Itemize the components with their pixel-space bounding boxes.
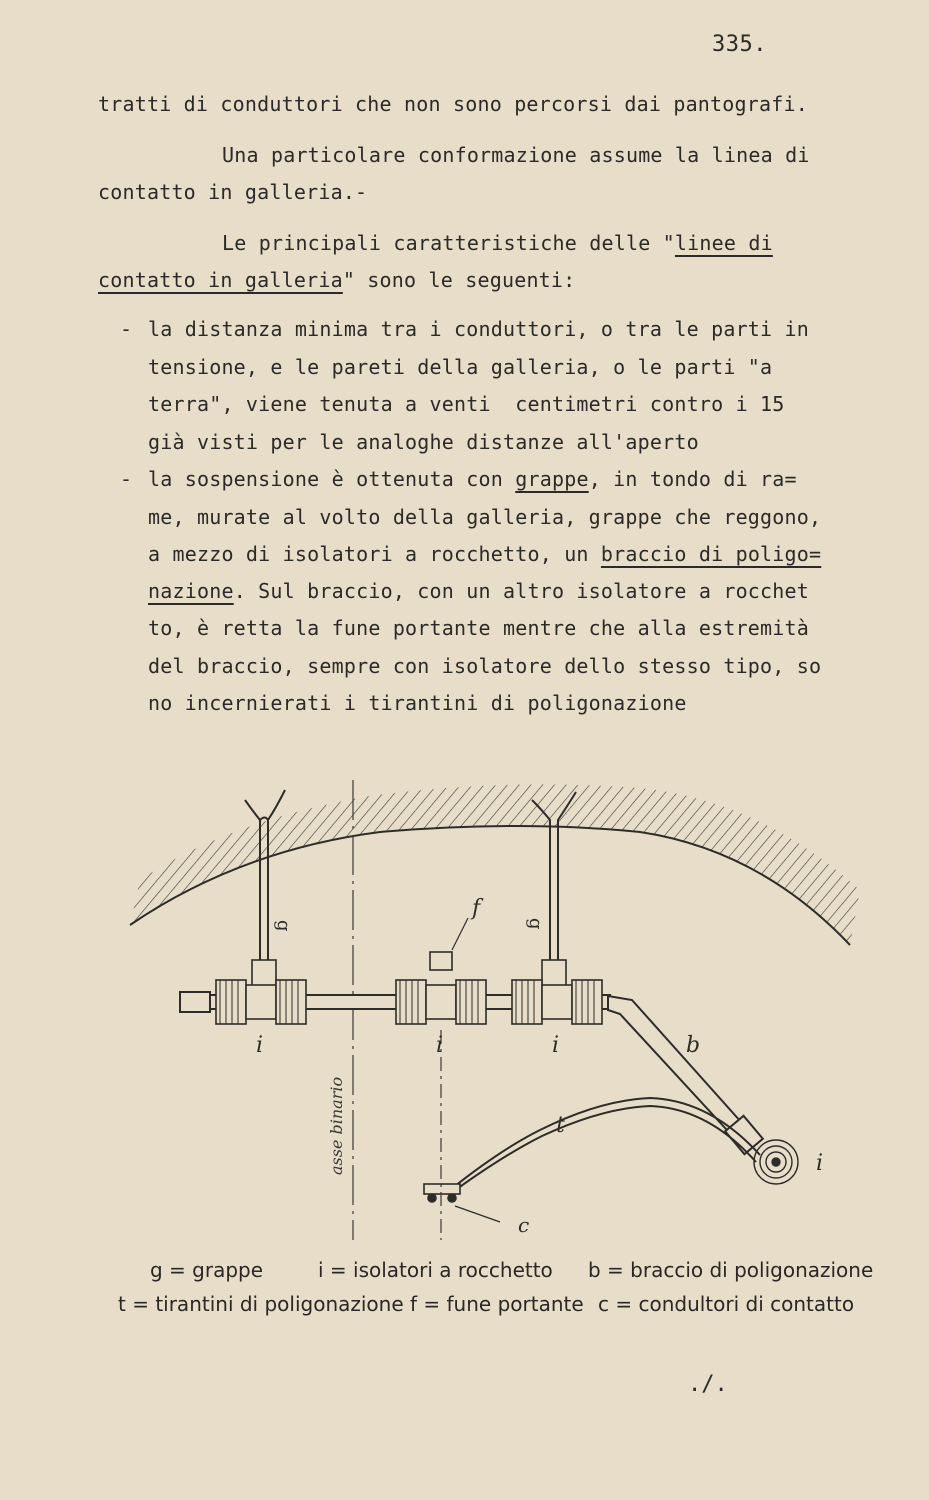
text-line: nazione. Sul braccio, con un altro isolatore a rocchet	[148, 579, 810, 603]
legend-f: f = fune portante	[410, 1292, 584, 1316]
pointer-f	[452, 918, 468, 950]
text-line: Una particolare conformazione assume la linea di	[222, 143, 810, 167]
insulator-middle	[396, 952, 486, 1024]
list-dash: -	[120, 467, 133, 491]
text-line: Le principali caratteristiche delle "linee di	[222, 231, 773, 255]
text-line: me, murate al volto della galleria, grappe che reggono,	[148, 505, 822, 529]
page-number: 335.	[712, 32, 767, 57]
underlined-term: contatto in galleria	[98, 268, 343, 292]
continuation-mark: ./.	[688, 1372, 728, 1397]
text-line: no incernierati i tirantini di poligonazione	[148, 691, 687, 715]
insulator-left	[216, 960, 306, 1024]
insulator-right	[512, 960, 602, 1024]
underlined-term: braccio di poligo=	[600, 542, 822, 566]
legend-b: b = braccio di poligonazione	[588, 1258, 874, 1282]
label-i-mid: i	[436, 1033, 444, 1058]
label-i-right: i	[552, 1033, 560, 1058]
text-line: terra", viene tenuta a venti centimetri contro i 15	[148, 392, 785, 416]
legend-c: c = condultori di contatto	[598, 1292, 855, 1316]
label-c: c	[518, 1213, 530, 1237]
text-line: contatto in galleria.-	[98, 180, 368, 204]
legend-g: g = grappe	[150, 1258, 264, 1282]
underlined-term: nazione	[148, 579, 234, 603]
label-b: b	[686, 1033, 701, 1058]
text-line: tensione, e le pareti della galleria, o le parti "a	[148, 355, 773, 379]
text-line: tratti di conduttori che non sono percorsi dai pantografi.	[98, 92, 808, 116]
tunnel-vault	[130, 784, 860, 945]
track-axis-label: asse binario	[327, 1076, 346, 1175]
pointer-c	[455, 1206, 500, 1222]
legend-i: i = isolatori a rocchetto	[318, 1258, 553, 1282]
label-t: t	[556, 1113, 565, 1138]
legend-t: t = tirantini di poligonazione	[118, 1292, 404, 1316]
grappa-left	[245, 790, 285, 965]
list-dash: -	[120, 317, 133, 341]
polygonation-arm	[608, 996, 763, 1154]
label-g-left: g	[273, 920, 294, 932]
text-line: del braccio, sempre con isolatore dello stesso tipo, so	[148, 654, 822, 678]
label-i-end: i	[816, 1151, 824, 1176]
underlined-term: grappe	[515, 467, 589, 491]
label-g-right: g	[525, 918, 546, 930]
text-line: to, è retta la fune portante mentre che alla estremità	[148, 616, 810, 640]
catenary-tunnel-diagram	[120, 770, 880, 1250]
label-i-left: i	[256, 1033, 264, 1058]
text-line: contatto in galleria" sono le seguenti:	[98, 268, 576, 292]
text-line: la distanza minima tra i conduttori, o tra le parti in	[148, 317, 810, 341]
text-line: la sospensione è ottenuta con grappe, in tondo di ra=	[148, 467, 797, 491]
label-f: f	[472, 896, 481, 921]
contact-wires	[424, 1184, 460, 1202]
text-line: già visti per le analoghe distanze all'aperto	[148, 430, 699, 454]
underlined-term: linee di	[674, 231, 773, 255]
text-line: a mezzo di isolatori a rocchetto, un braccio di poligo=	[148, 542, 822, 566]
insulator-end	[754, 1140, 798, 1184]
